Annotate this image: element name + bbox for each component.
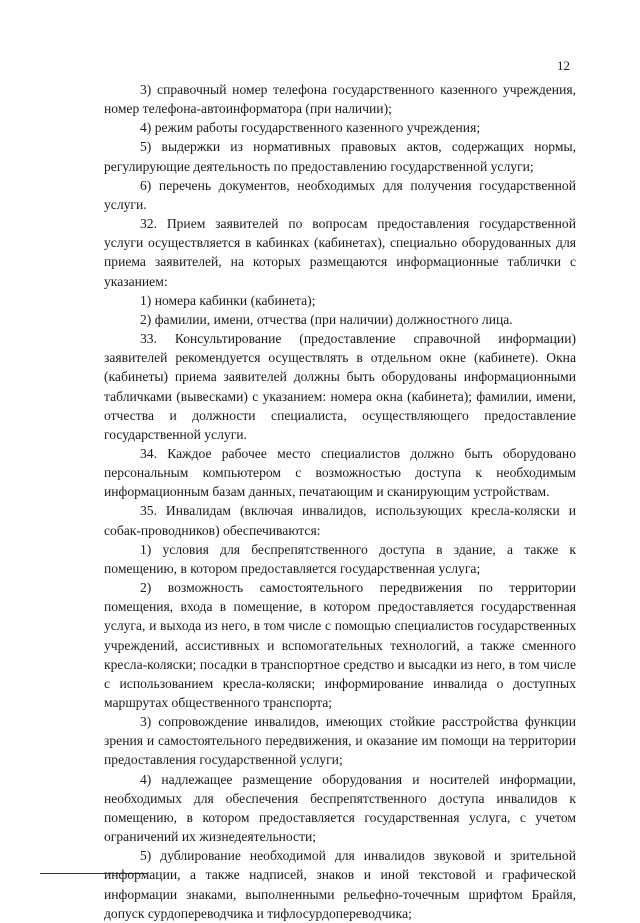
- paragraph-35-disabled: 35. Инвалидам (включая инвалидов, использующих кресла-коляски и собак-проводников) обеспечиваются:: [104, 503, 576, 538]
- paragraph-escort: 3) сопровождение инвалидов, имеющих стойкие расстройства функции зрения и самостоятельного передвижения, и оказание им помощи на территории предоставления государственной услуги;: [104, 714, 576, 768]
- footnote-divider: [40, 873, 148, 874]
- paragraph-33-consulting: 33. Консультирование (предоставление справочной информации) заявителей рекомендуется осуществлять в отдельном окне (кабинете). Окна (кабинеты) приема заявителей должны быть оборудованы информационными табличками (вывесками) с указанием: номера окна (кабинета); фамилии, имени, отчества и должности специалиста, осуществляющего предоставление государственной услуги.: [104, 331, 576, 442]
- paragraph-official-name: 2) фамилии, имени, отчества (при наличии) должностного лица.: [140, 311, 513, 327]
- paragraph-equipment-placement: 4) надлежащее размещение оборудования и носителей информации, необходимых для обеспечения беспрепятственного доступа инвалидов к помещению, в котором предоставляется государственная услуга, с учетом ограничений их жизнедеятельности;: [104, 771, 576, 845]
- paragraph-work-schedule: 4) режим работы государственного казенного учреждения;: [140, 120, 481, 136]
- paragraph-32-reception: 32. Прием заявителей по вопросам предоставления государственной услуги осуществляется в кабинках (кабинетах), специально оборудованных для приема заявителей, на которых размещаются информационные таблички с указанием:: [104, 216, 576, 289]
- page-number: 12: [557, 58, 570, 73]
- paragraph-document-list: 6) перечень документов, необходимых для получения государственной услуги.: [104, 177, 576, 212]
- paragraph-independent-movement: 2) возможность самостоятельного передвижения по территории помещения, входа в помещение, в котором предоставляется государственная услуга, и выхода из него, в том числе с помощью специалистов государственных учреждений, ассистивных и вспомогательных технологий, а также сменного кресла-коляски; посадки в транспортное средство и высадки из него, в том числе с использованием кресла-коляски; информирование инвалида о доступных маршрутах общественного транспорта;: [104, 580, 576, 710]
- paragraph-contact-phone: 3) справочный номер телефона государственного казенного учреждения, номер телефона-автоинформатора (при наличии);: [104, 82, 576, 117]
- paragraph-information-duplication: 5) дублирование необходимой для инвалидов звуковой и зрительной информации, а также надписей, знаков и иной текстовой и графической информации знаками, выполненными рельефно-точечным шрифтом Брайля, допуск сурдопереводчика и тифлосурдопереводчика;: [104, 848, 576, 921]
- paragraph-legal-excerpts: 5) выдержки из нормативных правовых актов, содержащих нормы, регулирующие деятельность по предоставлению государственной услуги;: [104, 139, 576, 174]
- document-body: [104, 80, 576, 923]
- paragraph-34-workplace: 34. Каждое рабочее место специалистов должно быть оборудовано персональным компьютером с возможностью доступа к необходимым информационным базам данных, печатающим и сканирующим устройствам.: [104, 445, 576, 500]
- paragraph-access-conditions: 1) условия для беспрепятственного доступа в здание, а также к помещению, в котором предоставляется государственная услуга;: [104, 541, 576, 576]
- paragraph-cabin-number: 1) номера кабинки (кабинета);: [140, 292, 316, 308]
